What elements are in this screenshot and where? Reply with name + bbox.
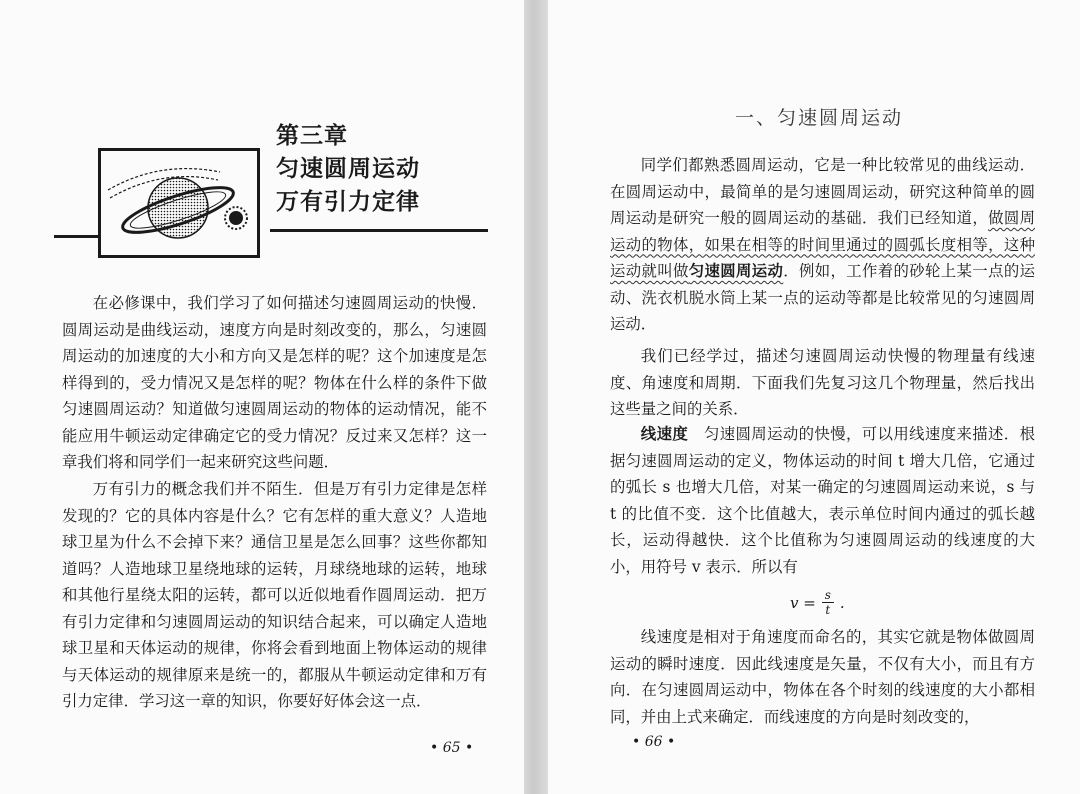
formula-end: .: [839, 593, 845, 612]
section-paragraph-3: [610, 421, 1035, 580]
page-number-left: • 65 •: [430, 740, 474, 756]
section-paragraph-2: 我们已经学过，描述匀速圆周运动快慢的物理量有线速度、角速度和周期．下面我们先复习这几个物理量，然后找出这些量之间的关系．: [610, 347, 1035, 418]
intro-paragraph-2: 万有引力的概念我们并不陌生．但是万有引力定律是怎样发现的？它的具体内容是什么？它有怎样的重大意义？人造地球卫星为什么不会掉下来？通信卫星是怎么回事？这些你都知道吗？人造地球卫星绕地球的运转，月球绕地球的运转，地球和其他行星绕太阳的运转，都可以近似地看作圆周运动．把万有引力定律和匀速圆周运动的知识结合起来，可以确定人造地球卫星和天体运动的规律，你将会看到地面上物体运动的规律与天体运动的规律原来是统一的，都服从牛顿运动定律和万有引力定律．学习这一章的知识，你要好好体会这一点．: [62, 480, 487, 710]
p1-wavy: 做圆周运动的物体，如果在相等的时间里通过的圆弧长度相等，这种运动就叫做: [610, 209, 1035, 280]
formula-denominator: t: [825, 603, 831, 617]
chapter-rule-right: [270, 229, 488, 232]
p3-text: 匀速圆周运动的快慢，可以用线速度来描述．根据匀速圆周运动的定义，物体运动的时间 t 增大几倍，它通过的弧长 s 也增大几倍，对某一确定的匀速圆周运动来说，s 与 t 的比值不变．这个比值越大，表示单位时间内通过的弧长越长，运动得越快．这个比值称为匀速圆周运动的线速度的大小，用符号 v 表示．所以有: [610, 425, 1035, 576]
section-paragraph-4: 线速度是相对于角速度而命名的，其实它就是物体做圆周运动的瞬时速度．因此线速度是矢量，不仅有大小，而且有方向．在匀速圆周运动中，物体在各个时刻的线速度的大小都相同，并由上式来确定．而线速度的方向是时刻改变的，: [610, 628, 1035, 726]
book-gutter: [524, 0, 548, 794]
page-number-right: • 66 •: [632, 734, 676, 750]
formula-fraction: [822, 588, 834, 617]
p1-plain: 同学们都熟悉圆周运动，它是一种比较常见的曲线运动．在圆周运动中，最简单的是匀速圆周运动，研究这种简单的圆周运动是研究一般的圆周运动的基础．我们已经知道，: [610, 156, 1035, 227]
section-title: 一、匀速圆周运动: [735, 107, 904, 129]
planet-icon: [100, 150, 260, 256]
term-uniform-circular-motion: 匀速圆周运动: [688, 262, 784, 280]
chapter-title-line1: 匀速圆周运动: [276, 156, 420, 182]
velocity-formula: [790, 588, 845, 617]
chapter-rule-left: [54, 235, 98, 238]
chapter-heading: [276, 120, 420, 219]
term-linear-velocity: 线速度: [640, 425, 689, 443]
intro-paragraph-1: 在必修课中，我们学习了如何描述匀速圆周运动的快慢．圆周运动是曲线运动，速度方向是时刻改变的，那么，匀速圆周运动的加速度的大小和方向又是怎样的呢？这个加速度是怎样得到的，受力情况又是怎样的呢？物体在什么样的条件下做匀速圆周运动？知道做匀速圆周运动的物体的运动情况，能不能应用牛顿运动定律确定它的受力情况？反过来又怎样？这一章我们将和同学们一起来研究这些问题．: [62, 294, 487, 471]
left-page: [0, 0, 524, 794]
p1-end: ．例如，工作着的砂轮上某一点的运动、洗衣机脱水筒上某一点的运动等都是比较常见的匀速圆周运动．: [610, 262, 1035, 333]
formula-lhs: v =: [790, 593, 816, 612]
sun-icon: [225, 207, 247, 229]
section-paragraph-1: [610, 152, 1035, 338]
chapter-label: 第三章: [276, 123, 348, 149]
chapter-title-line2: 万有引力定律: [276, 189, 420, 215]
formula-numerator: s: [824, 588, 831, 602]
